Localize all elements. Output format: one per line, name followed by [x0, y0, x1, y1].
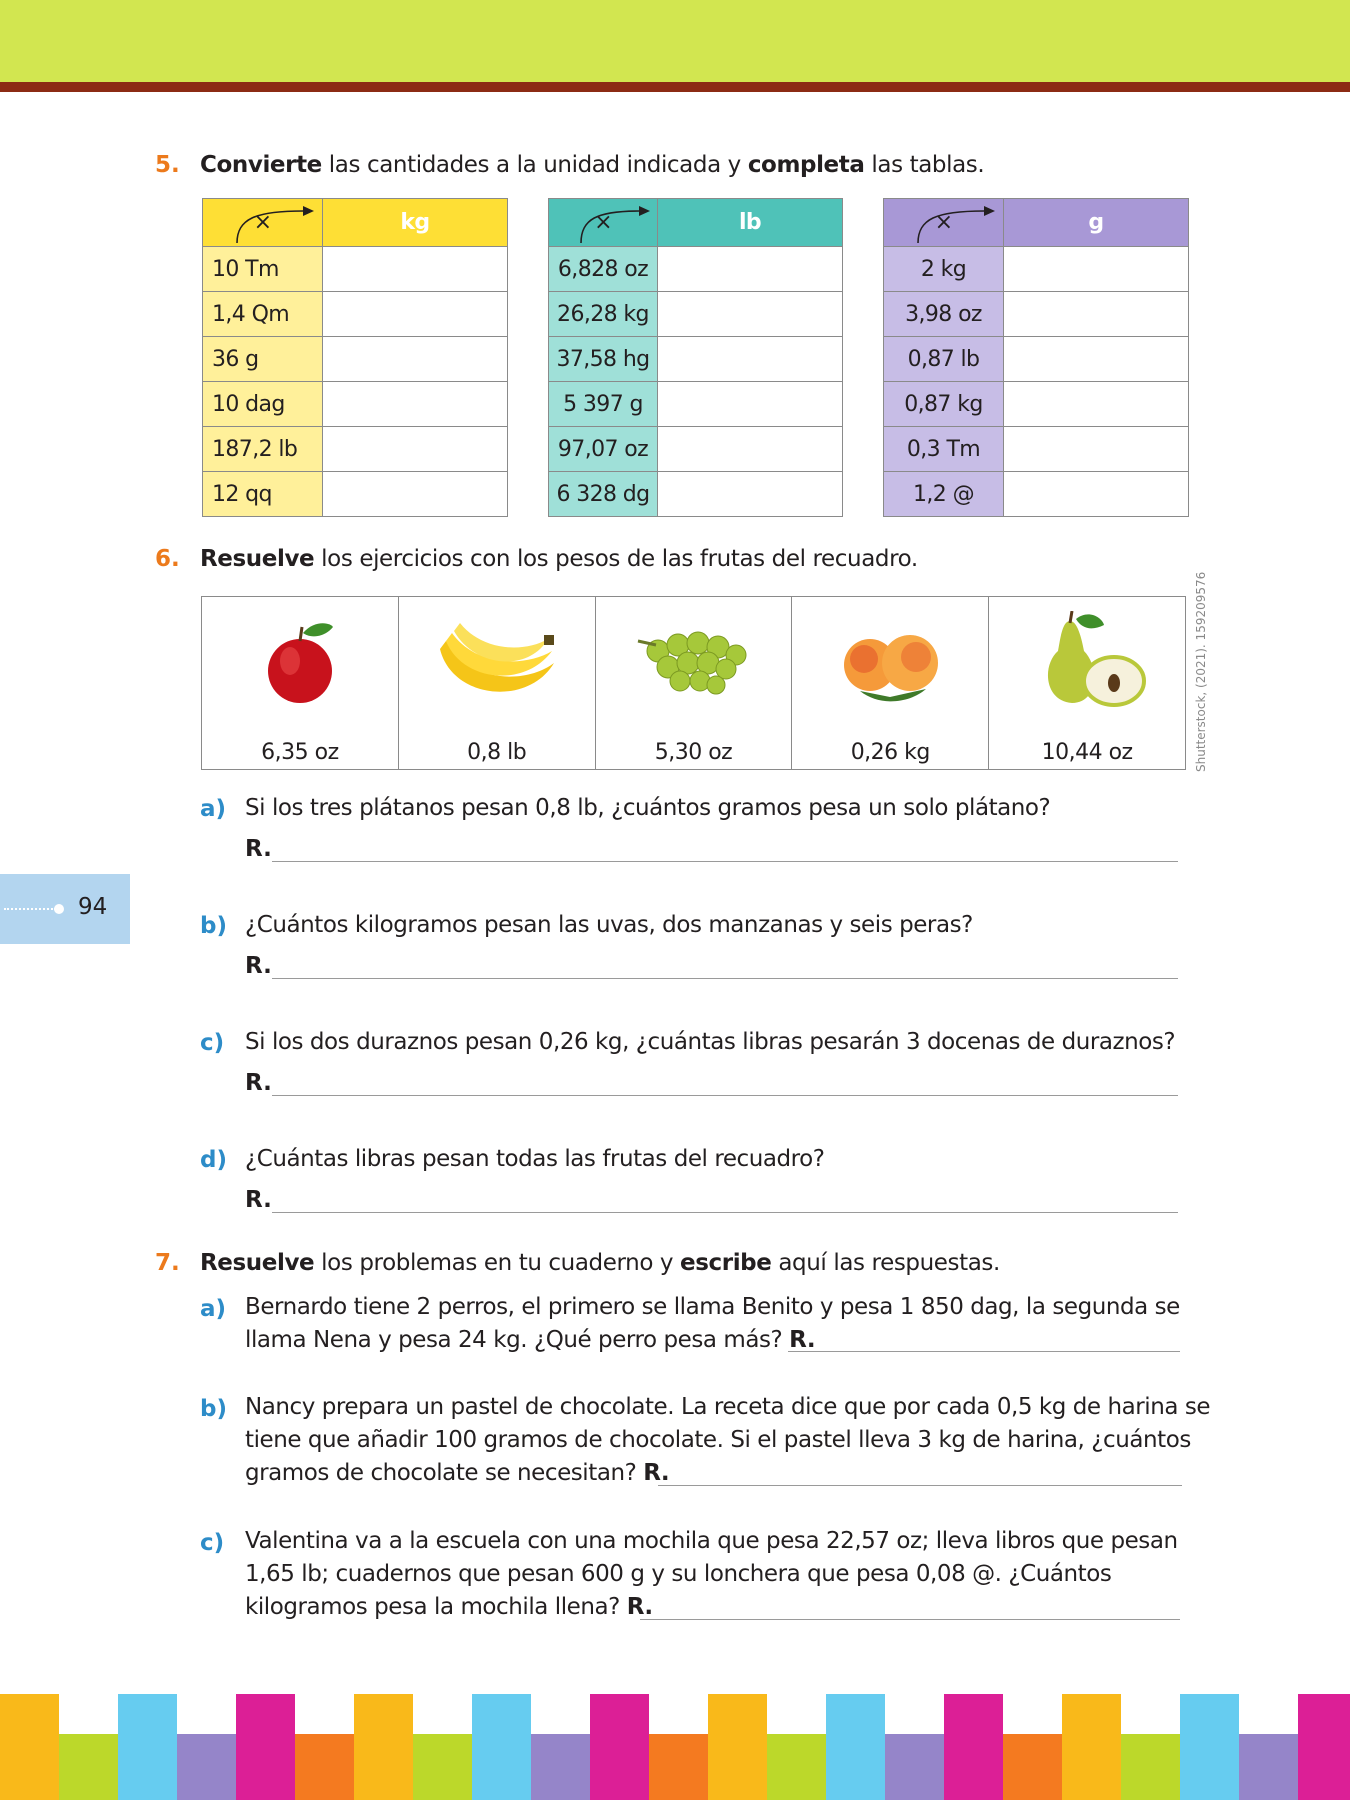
- answer-cell[interactable]: [1004, 247, 1189, 292]
- answer-line[interactable]: [658, 1485, 1182, 1486]
- problem-letter: c): [200, 1530, 225, 1556]
- answer-cell[interactable]: [323, 247, 508, 292]
- quantity-cell: 97,07 oz: [549, 427, 658, 472]
- answer-line[interactable]: [272, 861, 1178, 862]
- answer-cell[interactable]: [323, 382, 508, 427]
- decorative-bar: [295, 1734, 354, 1800]
- decorative-bar: [118, 1694, 177, 1800]
- decorative-bar: [59, 1734, 118, 1800]
- leader-dot: [54, 904, 64, 914]
- fruit-cell-bananas: [399, 597, 596, 769]
- question-letter: a): [200, 796, 227, 822]
- decorative-bar: [1003, 1734, 1062, 1800]
- image-credit: Shutterstock, (2021). 159209576: [1194, 571, 1208, 772]
- exercise-5-text2: las tablas.: [864, 152, 985, 178]
- question-letter: c): [200, 1030, 225, 1056]
- decorative-bar: [472, 1694, 531, 1800]
- answer-cell[interactable]: [658, 247, 843, 292]
- answer-cell[interactable]: [323, 337, 508, 382]
- answer-cell[interactable]: [1004, 382, 1189, 427]
- operator-cell: [549, 199, 658, 247]
- problem-line: [245, 1591, 653, 1624]
- exercise-7-text1: los problemas en tu cuaderno y: [314, 1250, 681, 1276]
- top-color-band: [0, 0, 1350, 82]
- exercise-6-verb: Resuelve: [200, 546, 315, 572]
- answer-cell[interactable]: [1004, 292, 1189, 337]
- dotted-leader: [4, 908, 56, 910]
- fruit-weight: 0,8 lb: [467, 740, 527, 765]
- decorative-bar: [590, 1694, 649, 1800]
- answer-cell[interactable]: [1004, 427, 1189, 472]
- quantity-cell: 5 397 g: [549, 382, 658, 427]
- answer-label: R.: [245, 953, 272, 979]
- quantity-cell: 36 g: [203, 337, 323, 382]
- fruit-cell-apple: [202, 597, 399, 769]
- exercise-5-instruction: [200, 152, 984, 178]
- question-text: ¿Cuántos kilogramos pesan las uvas, dos manzanas y seis peras?: [245, 912, 973, 938]
- answer-label: R.: [245, 836, 272, 862]
- exercise-7-verb2: escribe: [680, 1250, 772, 1276]
- unit-header: kg: [323, 199, 508, 247]
- decorative-bar: [1239, 1734, 1298, 1800]
- decorative-bar: [1062, 1694, 1121, 1800]
- quantity-cell: 2 kg: [884, 247, 1004, 292]
- conversion-table-g: [883, 198, 1189, 517]
- answer-label: R.: [626, 1594, 653, 1620]
- exercise-7-number: 7.: [155, 1250, 180, 1276]
- exercise-7-verb1: Resuelve: [200, 1250, 315, 1276]
- problem-line: [245, 1457, 669, 1490]
- fruit-cell-pears: [989, 597, 1185, 769]
- problem-line: 1,65 lb; cuadernos que pesan 600 g y su lonchera que pesa 0,08 @. ¿Cuántos: [245, 1561, 1112, 1587]
- unit-header: lb: [658, 199, 843, 247]
- page-number: 94: [78, 894, 108, 920]
- exercise-6-text: los ejercicios con los pesos de las frutas del recuadro.: [314, 546, 918, 572]
- apple-icon: [255, 611, 345, 711]
- exercise-5-number: 5.: [155, 152, 180, 178]
- quantity-cell: 0,87 kg: [884, 382, 1004, 427]
- answer-cell[interactable]: [658, 292, 843, 337]
- decorative-bar: [1298, 1694, 1350, 1800]
- grapes-icon: [628, 611, 758, 711]
- quantity-cell: 10 Tm: [203, 247, 323, 292]
- quantity-cell: 187,2 lb: [203, 427, 323, 472]
- answer-cell[interactable]: [658, 337, 843, 382]
- quantity-cell: 0,3 Tm: [884, 427, 1004, 472]
- decorative-bar: [413, 1734, 472, 1800]
- answer-cell[interactable]: [658, 382, 843, 427]
- answer-line[interactable]: [788, 1351, 1180, 1352]
- answer-label: R.: [643, 1460, 670, 1486]
- answer-cell[interactable]: [658, 427, 843, 472]
- unit-header: g: [1004, 199, 1189, 247]
- problem-line-text: llama Nena y pesa 24 kg. ¿Qué perro pesa más?: [245, 1327, 783, 1353]
- problem-line-text: gramos de chocolate se necesitan?: [245, 1460, 637, 1486]
- decorative-bar: [649, 1734, 708, 1800]
- answer-cell[interactable]: [658, 472, 843, 517]
- problem-line: tiene que añadir 100 gramos de chocolate. Si el pastel lleva 3 kg de harina, ¿cuántos: [245, 1427, 1191, 1453]
- decorative-bar: [708, 1694, 767, 1800]
- question-text: Si los tres plátanos pesan 0,8 lb, ¿cuántos gramos pesa un solo plátano?: [245, 795, 1051, 821]
- problem-line: [245, 1324, 815, 1357]
- decorative-bar: [236, 1694, 295, 1800]
- answer-cell[interactable]: [1004, 472, 1189, 517]
- quantity-cell: 37,58 hg: [549, 337, 658, 382]
- question-letter: b): [200, 913, 227, 939]
- pears-icon: [1022, 611, 1152, 711]
- quantity-cell: 26,28 kg: [549, 292, 658, 337]
- quantity-cell: 10 dag: [203, 382, 323, 427]
- exercise-7-text2: aquí las respuestas.: [771, 1250, 1000, 1276]
- decorative-bar: [177, 1734, 236, 1800]
- decorative-bar: [1121, 1734, 1180, 1800]
- bottom-decorative-bars: [0, 1694, 1350, 1800]
- quantity-cell: 12 qq: [203, 472, 323, 517]
- operator-cell: [203, 199, 323, 247]
- answer-line[interactable]: [640, 1619, 1180, 1620]
- exercise-6-instruction: [200, 546, 918, 572]
- multiply-operator: ×: [934, 210, 953, 235]
- conversion-table-kg: [202, 198, 508, 517]
- quantity-cell: 3,98 oz: [884, 292, 1004, 337]
- decorative-bar: [531, 1734, 590, 1800]
- question-text: ¿Cuántas libras pesan todas las frutas del recuadro?: [245, 1146, 825, 1172]
- fruit-cell-peaches: [792, 597, 989, 769]
- exercise-5-text1: las cantidades a la unidad indicada y: [321, 152, 748, 178]
- answer-cell[interactable]: [323, 472, 508, 517]
- exercise-5-verb2: completa: [747, 152, 865, 178]
- bananas-icon: [432, 611, 562, 711]
- problem-line: Valentina va a la escuela con una mochila que pesa 22,57 oz; lleva libros que pesan: [245, 1528, 1178, 1554]
- multiply-operator: ×: [594, 210, 612, 235]
- question-text: Si los dos duraznos pesan 0,26 kg, ¿cuántas libras pesarán 3 docenas de duraznos?: [245, 1029, 1176, 1055]
- answer-label: R.: [245, 1070, 272, 1096]
- decorative-bar: [354, 1694, 413, 1800]
- decorative-bar: [0, 1694, 59, 1800]
- top-rule: [0, 82, 1350, 92]
- operator-cell: [884, 199, 1004, 247]
- answer-label: R.: [789, 1327, 816, 1353]
- question-letter: d): [200, 1147, 227, 1173]
- decorative-bar: [1180, 1694, 1239, 1800]
- answer-line[interactable]: [272, 1095, 1178, 1096]
- quantity-cell: 0,87 lb: [884, 337, 1004, 382]
- problem-line: Nancy prepara un pastel de chocolate. La receta dice que por cada 0,5 kg de harina se: [245, 1394, 1211, 1420]
- problem-line: Bernardo tiene 2 perros, el primero se llama Benito y pesa 1 850 dag, la segunda se: [245, 1294, 1180, 1320]
- multiply-operator: ×: [253, 210, 272, 235]
- problem-letter: b): [200, 1396, 227, 1422]
- peaches-icon: [830, 611, 950, 711]
- answer-line[interactable]: [272, 1212, 1178, 1213]
- exercise-5-verb1: Convierte: [200, 152, 322, 178]
- quantity-cell: 6,828 oz: [549, 247, 658, 292]
- answer-cell[interactable]: [323, 427, 508, 472]
- quantity-cell: 1,2 @: [884, 472, 1004, 517]
- exercise-7-instruction: [200, 1250, 1000, 1276]
- decorative-bar: [767, 1734, 826, 1800]
- quantity-cell: 1,4 Qm: [203, 292, 323, 337]
- answer-cell[interactable]: [1004, 337, 1189, 382]
- page-number-tab: [0, 874, 130, 944]
- problem-line-text: kilogramos pesa la mochila llena?: [245, 1594, 620, 1620]
- decorative-bar: [885, 1734, 944, 1800]
- fruit-weight: 0,26 kg: [850, 740, 930, 765]
- answer-label: R.: [245, 1187, 272, 1213]
- problem-letter: a): [200, 1296, 227, 1322]
- fruit-cell-grapes: [596, 597, 793, 769]
- fruit-box: [201, 596, 1186, 770]
- fruit-weight: 5,30 oz: [654, 740, 733, 765]
- conversion-table-lb: [548, 198, 843, 517]
- answer-line[interactable]: [272, 978, 1178, 979]
- answer-cell[interactable]: [323, 292, 508, 337]
- decorative-bar: [826, 1694, 885, 1800]
- decorative-bar: [944, 1694, 1003, 1800]
- quantity-cell: 6 328 dg: [549, 472, 658, 517]
- exercise-6-number: 6.: [155, 546, 180, 572]
- fruit-weight: 10,44 oz: [1041, 740, 1133, 765]
- fruit-weight: 6,35 oz: [261, 740, 339, 765]
